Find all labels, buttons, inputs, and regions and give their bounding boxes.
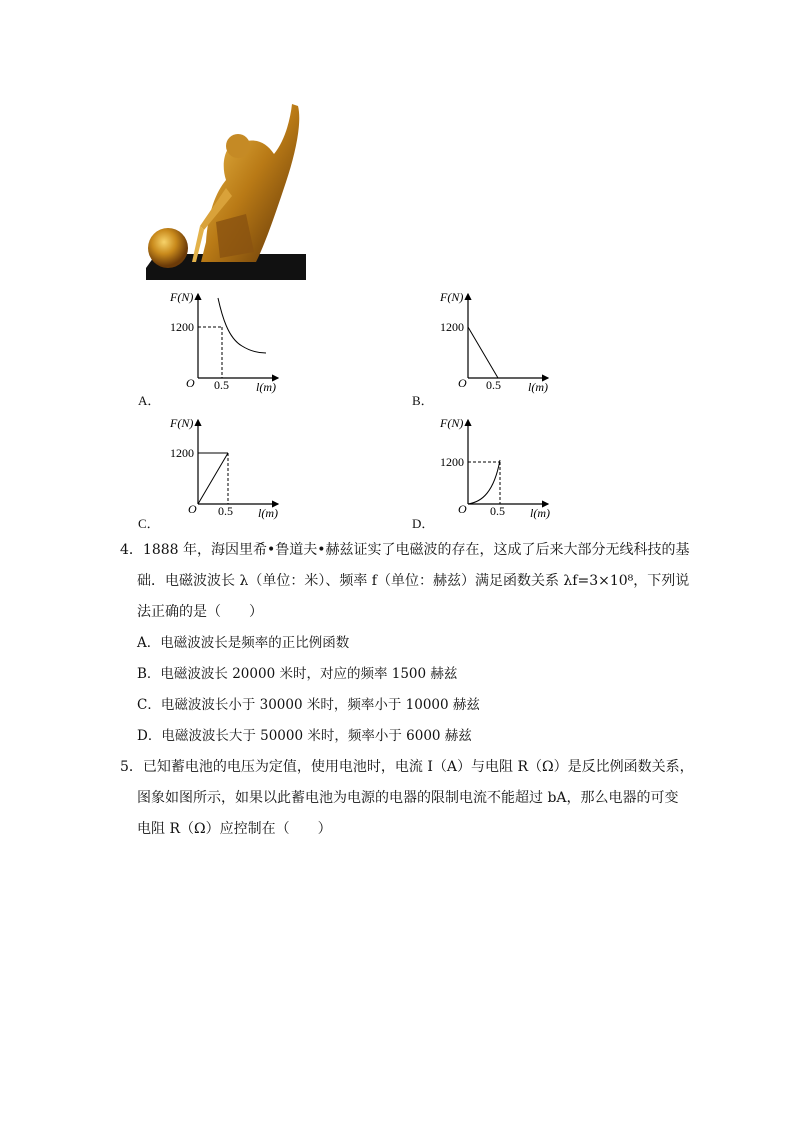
y-label: F(N) [170, 416, 194, 430]
q5-line-2: 图象如图所示，如果以此蓄电池为电源的电器的限制电流不能超过 bA，那么电器的可变 [137, 790, 679, 806]
y-label: F(N) [440, 416, 464, 430]
x-label: l(m) [258, 506, 278, 520]
option-c-letter: C． [138, 516, 160, 531]
curve [218, 298, 266, 353]
line [198, 453, 228, 504]
origin-label: O [458, 502, 467, 516]
x-label: l(m) [528, 380, 548, 394]
option-a-letter: A． [138, 393, 161, 408]
q4-line-2: 础．电磁波波长 λ（单位：米）、频率 f（单位：赫兹）满足函数关系 λf=3×10⁸，下列说 [137, 573, 690, 589]
graph-d-svg [420, 412, 560, 522]
x-label: l(m) [530, 506, 550, 520]
origin-label: O [188, 502, 197, 516]
q4-line-1: 4．1888 年，海因里希•鲁道夫•赫兹证实了电磁波的存在，这成了后来大部分无线科技的基 [120, 542, 690, 558]
x-tick: 0.5 [490, 504, 505, 518]
y-label: F(N) [170, 290, 194, 304]
origin-label: O [458, 376, 467, 390]
x-tick: 0.5 [214, 378, 229, 392]
graph-c-svg [150, 412, 290, 522]
origin-label: O [186, 376, 195, 390]
graph-b-svg [420, 286, 560, 396]
line [468, 327, 498, 378]
q4-choice-a: A．电磁波波长是频率的正比例函数 [137, 635, 350, 651]
graph-option-c [150, 412, 290, 522]
q4-choice-d: D．电磁波波长大于 50000 米时，频率小于 6000 赫兹 [137, 728, 472, 744]
option-b-letter: B． [412, 393, 434, 408]
graph-a-svg [150, 286, 290, 396]
curve [468, 460, 500, 504]
graph-option-d [420, 412, 560, 522]
graph-option-b [420, 286, 560, 396]
y-tick: 1200 [440, 320, 464, 334]
q5-line-1: 5．已知蓄电池的电压为定值，使用电池时，电流 I（A）与电阻 R（Ω）是反比例函数关系， [120, 759, 694, 775]
q5-line-3: 电阻 R（Ω）应控制在（ ） [137, 821, 332, 837]
y-tick: 1200 [170, 320, 194, 334]
q4-choice-c: C．电磁波波长小于 30000 米时，频率小于 10000 赫兹 [137, 697, 480, 713]
q4-choice-b: B．电磁波波长 20000 米时，对应的频率 1500 赫兹 [137, 666, 458, 682]
graph-option-a [150, 286, 290, 396]
option-d-letter: D． [412, 516, 435, 531]
x-tick: 0.5 [486, 378, 501, 392]
statue-illustration [146, 102, 306, 280]
x-label: l(m) [256, 380, 276, 394]
y-tick: 1200 [440, 455, 464, 469]
x-tick: 0.5 [218, 504, 233, 518]
y-tick: 1200 [170, 446, 194, 460]
q4-line-3: 法正确的是（ ） [137, 604, 263, 620]
y-label: F(N) [440, 290, 464, 304]
